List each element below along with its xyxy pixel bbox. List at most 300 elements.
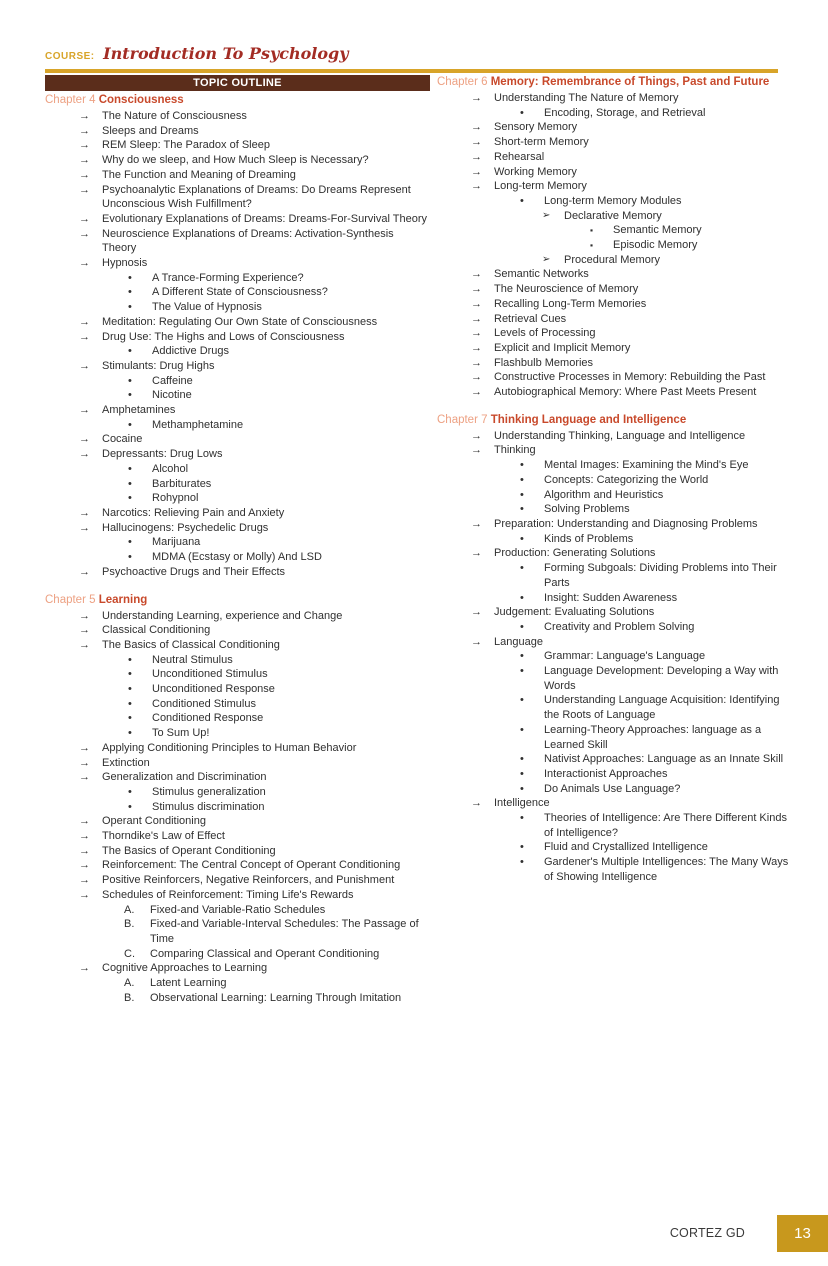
letter-label: B.: [124, 918, 135, 931]
outline-item-text: Why do we sleep, and How Much Sleep is Necessary?: [102, 154, 369, 167]
outline-item: [437, 620, 789, 635]
outline-item-text: Sensory Memory: [494, 121, 578, 134]
arrow-bullet-icon: →: [471, 606, 482, 619]
outline-item: [437, 179, 789, 194]
arrow-bullet-icon: →: [79, 506, 90, 519]
dot-bullet-icon: •: [520, 459, 524, 472]
outline-item: [45, 153, 430, 168]
outline-item: [45, 432, 430, 447]
outline-item-text: Caffeine: [152, 374, 193, 387]
arrow-bullet-icon: →: [79, 330, 90, 343]
outline-item-text: Generalization and Discrimination: [102, 771, 267, 784]
outline-item-text: Long-term Memory Modules: [544, 194, 682, 207]
chapter-heading: [45, 593, 430, 608]
outline-item: [45, 535, 430, 550]
arrow-bullet-icon: →: [471, 386, 482, 399]
outline-item: [45, 888, 430, 903]
square-bullet-icon: ▪: [590, 225, 594, 236]
outline-item-text: Gardener's Multiple Intelligences: The Many Ways of Showing Intelligence: [544, 856, 789, 883]
outline-item: [437, 664, 789, 693]
outline-item: [45, 682, 430, 697]
arrow-bullet-icon: →: [79, 154, 90, 167]
outline-item-text: Long-term Memory: [494, 180, 587, 193]
outline-item: [437, 443, 789, 458]
outline-item: [45, 388, 430, 403]
outline-item: [45, 403, 430, 418]
chapter-chapter-6: [437, 75, 789, 400]
dot-bullet-icon: •: [520, 782, 524, 795]
outline-item-text: A Different State of Consciousness?: [152, 286, 328, 299]
topic-outline-banner: [45, 75, 430, 91]
outline-item-text: Methamphetamine: [152, 418, 244, 431]
outline-item: [437, 752, 789, 767]
outline-item-text: Amphetamines: [102, 404, 176, 417]
arrow-bullet-icon: →: [79, 227, 90, 240]
outline-item: [437, 796, 789, 811]
outline-item-text: The Nature of Consciousness: [102, 110, 247, 122]
arrow-bullet-icon: →: [471, 327, 482, 340]
course-header: [45, 44, 778, 64]
outline-item: [437, 209, 789, 224]
outline-item-text: Creativity and Problem Solving: [544, 620, 695, 633]
arrow-bullet-icon: →: [79, 257, 90, 270]
outline-item-text: Cognitive Approaches to Learning: [102, 962, 268, 975]
arrow-bullet-icon: →: [79, 638, 90, 651]
outline-item-text: Positive Reinforcers, Negative Reinforcers, and Punishment: [102, 874, 395, 887]
arrow-bullet-icon: →: [471, 429, 482, 442]
dot-bullet-icon: •: [128, 800, 132, 813]
arrow-bullet-icon: →: [79, 859, 90, 872]
outline-item: [45, 550, 430, 565]
outline-item-text: Cocaine: [102, 433, 143, 446]
outline-item-text: Stimulants: Drug Highs: [102, 359, 215, 372]
outline-item-text: Retrieval Cues: [494, 312, 567, 325]
outline-item: [45, 756, 430, 771]
outline-item: [45, 697, 430, 712]
outline-item-text: Rohypnol: [152, 492, 199, 505]
chapter-heading: [437, 75, 789, 90]
chapter-chapter-4: [45, 93, 430, 580]
outline-item: [45, 976, 430, 991]
outline-item: [45, 227, 430, 256]
outline-item-text: Working Memory: [494, 165, 577, 178]
arrow-bullet-icon: →: [79, 110, 90, 122]
outline-item: [45, 374, 430, 389]
outline-item-text: Conditioned Response: [152, 712, 264, 725]
outline-item-text: Semantic Networks: [494, 268, 589, 281]
outline-item: [45, 829, 430, 844]
outline-item-text: Stimulus discrimination: [152, 800, 265, 813]
outline-item: [437, 106, 789, 121]
arrow-bullet-icon: →: [79, 741, 90, 754]
outline-item-text: Production: Generating Solutions: [494, 547, 656, 560]
dot-bullet-icon: •: [128, 668, 132, 681]
outline-item: [437, 591, 789, 606]
outline-item-text: Narcotics: Relieving Pain and Anxiety: [102, 506, 285, 519]
arrow-bullet-icon: →: [471, 165, 482, 178]
outline-item: [437, 341, 789, 356]
dot-bullet-icon: •: [128, 477, 132, 490]
arrow-bullet-icon: →: [471, 635, 482, 648]
outline-columns: [45, 75, 828, 1005]
outline-item: [45, 623, 430, 638]
outline-item-text: Conditioned Stimulus: [152, 697, 256, 710]
arrow-bullet-icon: →: [79, 433, 90, 446]
outline-item-text: Evolutionary Explanations of Dreams: Dreams-For-Survival Theory: [102, 212, 428, 225]
outline-item-text: Understanding Thinking, Language and Intelligence: [494, 429, 746, 442]
outline-item-text: The Basics of Operant Conditioning: [102, 844, 276, 857]
outline-item-text: Mental Images: Examining the Mind's Eye: [544, 459, 749, 472]
arrow-bullet-icon: →: [471, 268, 482, 281]
outline-item: [437, 238, 789, 253]
outline-item: [437, 194, 789, 209]
outline-item-text: Stimulus generalization: [152, 785, 266, 798]
dot-bullet-icon: •: [128, 551, 132, 564]
outline-item: [437, 385, 789, 400]
dot-bullet-icon: •: [520, 106, 524, 119]
dot-bullet-icon: •: [520, 650, 524, 663]
outline-item-text: A Trance-Forming Experience?: [152, 271, 304, 284]
arrow-bullet-icon: →: [79, 771, 90, 784]
outline-item: [437, 605, 789, 620]
outline-item-text: Flashbulb Memories: [494, 356, 594, 369]
outline-item: [45, 138, 430, 153]
dot-bullet-icon: •: [128, 462, 132, 475]
outline-item-text: Episodic Memory: [613, 239, 698, 252]
outline-item: [45, 491, 430, 506]
dot-bullet-icon: •: [128, 712, 132, 725]
arrow-bullet-icon: →: [79, 212, 90, 225]
dot-bullet-icon: •: [128, 389, 132, 402]
outline-item-text: Thinking: [494, 444, 536, 457]
gold-divider: [45, 69, 778, 73]
dot-bullet-icon: •: [128, 727, 132, 740]
outline-item-text: Theories of Intelligence: Are There Different Kinds of Intelligence?: [544, 812, 787, 839]
outline-item: [45, 256, 430, 271]
outline-item: [437, 649, 789, 664]
outline-item-text: Thorndike's Law of Effect: [102, 830, 225, 843]
dot-bullet-icon: •: [128, 418, 132, 431]
chapter-number: Chapter 4: [45, 94, 99, 106]
outline-item-text: Hallucinogens: Psychedelic Drugs: [102, 521, 269, 534]
outline-item: [45, 858, 430, 873]
dot-bullet-icon: •: [128, 345, 132, 358]
outline-item: [45, 447, 430, 462]
outline-item-text: Encoding, Storage, and Retrieval: [544, 106, 706, 119]
outline-item: [437, 840, 789, 855]
outline-item: [437, 253, 789, 268]
outline-item-text: Language: [494, 635, 543, 648]
outline-item: [437, 135, 789, 150]
outline-item: [437, 473, 789, 488]
chapter-title: Consciousness: [98, 94, 184, 106]
outline-item: [45, 168, 430, 183]
arrow-bullet-icon: →: [79, 404, 90, 417]
outline-item: [45, 109, 430, 124]
arrow-bullet-icon: →: [471, 150, 482, 163]
outline-item-text: Intelligence: [494, 797, 550, 810]
outline-item-text: Forming Subgoals: Dividing Problems into Their Parts: [544, 562, 777, 589]
outline-item: [437, 326, 789, 341]
outline-item: [437, 458, 789, 473]
dot-bullet-icon: •: [128, 785, 132, 798]
dot-bullet-icon: •: [520, 841, 524, 854]
outline-item-text: Observational Learning: Learning Through Imitation: [150, 991, 402, 1004]
outline-item: [45, 991, 430, 1006]
outline-item: [45, 344, 430, 359]
chapter-chapter-5: [45, 593, 430, 1006]
outline-item: [45, 814, 430, 829]
outline-item: [437, 267, 789, 282]
dot-bullet-icon: •: [128, 301, 132, 314]
arrow-bullet-icon: →: [79, 609, 90, 622]
outline-item: [45, 741, 430, 756]
course-title: Introduction To Psychology: [103, 44, 349, 63]
outline-item-text: Semantic Memory: [613, 224, 702, 237]
outline-item-text: Preparation: Understanding and Diagnosing Problems: [494, 517, 758, 530]
outline-item: [437, 312, 789, 327]
chapter-heading: [45, 93, 430, 108]
dot-bullet-icon: •: [520, 665, 524, 678]
dot-bullet-icon: •: [128, 286, 132, 299]
outline-item: [45, 212, 430, 227]
arrow-bullet-icon: →: [471, 444, 482, 457]
arrow-bullet-icon: →: [79, 815, 90, 828]
outline-item: [437, 165, 789, 180]
dot-bullet-icon: •: [520, 503, 524, 516]
outline-item: [437, 370, 789, 385]
outline-item-text: Fixed-and Variable-Interval Schedules: The Passage of Time: [150, 918, 419, 945]
outline-item-text: Procedural Memory: [564, 253, 660, 266]
arrow-bullet-icon: →: [79, 139, 90, 152]
dot-bullet-icon: •: [128, 271, 132, 284]
outline-item-text: Unconditioned Stimulus: [152, 668, 268, 681]
arrow-bullet-icon: →: [471, 517, 482, 530]
arrow-bullet-icon: →: [79, 448, 90, 461]
outline-item-text: Neuroscience Explanations of Dreams: Activation-Synthesis Theory: [102, 227, 394, 255]
outline-item-text: Comparing Classical and Operant Conditioning: [150, 947, 380, 960]
outline-item-text: Insight: Sudden Awareness: [544, 591, 678, 604]
outline-item: [437, 517, 789, 532]
outline-item-text: MDMA (Ecstasy or Molly) And LSD: [152, 551, 322, 564]
outline-item-text: REM Sleep: The Paradox of Sleep: [102, 139, 270, 152]
outline-item-text: Levels of Processing: [494, 327, 596, 340]
arrow-bullet-icon: →: [471, 297, 482, 310]
arrow-bullet-icon: →: [471, 371, 482, 384]
outline-item: [45, 770, 430, 785]
outline-item: [45, 521, 430, 536]
outline-item-text: Applying Conditioning Principles to Human Behavior: [102, 741, 357, 754]
dot-bullet-icon: •: [520, 723, 524, 736]
outline-item-text: Drug Use: The Highs and Lows of Consciousness: [102, 330, 345, 343]
dot-bullet-icon: •: [128, 697, 132, 710]
outline-item: [45, 873, 430, 888]
arrow-bullet-icon: →: [79, 124, 90, 137]
chapter-title: Memory: Remembrance of Things, Past and Future: [490, 76, 770, 88]
outline-item-text: Depressants: Drug Lows: [102, 448, 223, 461]
outline-item: [45, 711, 430, 726]
outline-item-text: Fluid and Crystallized Intelligence: [544, 841, 708, 854]
outline-item-text: Fixed-and Variable-Ratio Schedules: [150, 903, 326, 916]
arrow-bullet-icon: →: [79, 888, 90, 901]
dot-bullet-icon: •: [128, 536, 132, 549]
arrow-bullet-icon: →: [471, 356, 482, 369]
arrow-bullet-icon: →: [79, 756, 90, 769]
dot-bullet-icon: •: [128, 492, 132, 505]
arrow-bullet-icon: →: [79, 359, 90, 372]
arrow-bullet-icon: →: [471, 312, 482, 325]
arrow-bullet-icon: →: [471, 121, 482, 134]
outline-item: [437, 502, 789, 517]
outline-item: [45, 183, 430, 212]
outline-item: [437, 723, 789, 752]
outline-item: [45, 961, 430, 976]
column-left: [45, 75, 430, 1005]
dot-bullet-icon: •: [520, 591, 524, 604]
outline-item: [45, 565, 430, 580]
arrow-bullet-icon: →: [79, 521, 90, 534]
outline-item: [45, 477, 430, 492]
arrow-bullet-icon: →: [79, 624, 90, 637]
outline-item: [437, 91, 789, 106]
outline-item-text: Operant Conditioning: [102, 815, 206, 828]
chapter-title: Thinking Language and Intelligence: [490, 413, 687, 426]
outline-item: [437, 532, 789, 547]
chapter-number: Chapter 7: [437, 413, 491, 426]
outline-item-text: Nativist Approaches: Language as an Innate Skill: [544, 753, 784, 766]
outline-item: [437, 488, 789, 503]
outline-item-text: The Function and Meaning of Dreaming: [102, 168, 296, 181]
outline-item-text: Do Animals Use Language?: [544, 782, 681, 795]
outline-item-text: Alcohol: [152, 462, 189, 475]
outline-item: [45, 917, 430, 946]
arrow-bullet-icon: →: [79, 168, 90, 181]
dot-bullet-icon: •: [520, 562, 524, 575]
page-number: 13: [794, 1225, 811, 1242]
outline-item: [45, 903, 430, 918]
dot-bullet-icon: •: [520, 856, 524, 869]
outline-item-text: Sleeps and Dreams: [102, 124, 199, 137]
arrow-bullet-icon: →: [471, 136, 482, 149]
chapter-number: Chapter 5: [45, 593, 99, 606]
outline-item-text: Understanding Learning, experience and Change: [102, 609, 343, 622]
outline-item-text: Kinds of Problems: [544, 532, 634, 545]
outline-item: [45, 315, 430, 330]
dot-bullet-icon: •: [520, 620, 524, 633]
outline-item: [45, 785, 430, 800]
outline-item-text: Explicit and Implicit Memory: [494, 341, 631, 354]
dot-bullet-icon: •: [520, 488, 524, 501]
outline-item-text: Language Development: Developing a Way with Words: [544, 665, 779, 692]
dot-bullet-icon: •: [520, 532, 524, 545]
arrow-bullet-icon: →: [79, 830, 90, 843]
outline-item: [45, 271, 430, 286]
outline-item-text: Solving Problems: [544, 503, 630, 516]
arrow-bullet-icon: →: [471, 341, 482, 354]
outline-item: [437, 429, 789, 444]
outline-item-text: Psychoactive Drugs and Their Effects: [102, 565, 286, 578]
square-bullet-icon: ▪: [590, 240, 594, 251]
arrow-bullet-icon: →: [79, 315, 90, 328]
outline-item-text: Constructive Processes in Memory: Rebuilding the Past: [494, 371, 766, 384]
footer-author: CORTEZ GD: [669, 1226, 745, 1240]
outline-item: [437, 356, 789, 371]
outline-item-text: Algorithm and Heuristics: [544, 488, 664, 501]
outline-item: [437, 223, 789, 238]
outline-item: [45, 800, 430, 815]
dot-bullet-icon: •: [128, 683, 132, 696]
outline-item-text: Understanding Language Acquisition: Identifying the Roots of Language: [544, 694, 780, 722]
outline-item-text: Schedules of Reinforcement: Timing Life's Rewards: [102, 888, 354, 901]
outline-item: [45, 726, 430, 741]
outline-item-text: Extinction: [102, 756, 150, 769]
arrow-bullet-icon: →: [79, 565, 90, 578]
outline-item-text: Latent Learning: [150, 977, 227, 990]
arrow-bullet-icon: →: [471, 547, 482, 560]
outline-item: [437, 282, 789, 297]
outline-item: [437, 561, 789, 590]
outline-item: [45, 667, 430, 682]
dot-bullet-icon: •: [520, 767, 524, 780]
arrow-bullet-icon: →: [79, 962, 90, 975]
letter-label: B.: [124, 991, 135, 1004]
arrow-bullet-icon: →: [79, 874, 90, 887]
letter-label: A.: [124, 977, 135, 990]
outline-item: [437, 855, 789, 884]
arrow-bullet-icon: →: [471, 180, 482, 193]
chapter-title: Learning: [98, 593, 148, 606]
course-label: COURSE:: [45, 51, 95, 62]
dot-bullet-icon: •: [128, 653, 132, 666]
arrow-bullet-icon: →: [79, 183, 90, 196]
dot-bullet-icon: •: [128, 374, 132, 387]
outline-item-text: Classical Conditioning: [102, 624, 211, 637]
outline-item: [45, 359, 430, 374]
outline-item: [45, 124, 430, 139]
outline-item: [437, 546, 789, 561]
outline-item-text: Understanding The Nature of Memory: [494, 92, 679, 104]
outline-item-text: Interactionist Approaches: [544, 767, 668, 780]
topic-outline-banner-label: TOPIC OUTLINE: [193, 77, 282, 89]
outline-item-text: Short-term Memory: [494, 136, 589, 149]
chevron-bullet-icon: ➢: [542, 209, 551, 221]
outline-item-text: Neutral Stimulus: [152, 653, 233, 666]
outline-item: [45, 844, 430, 859]
arrow-bullet-icon: →: [471, 283, 482, 296]
outline-item: [45, 506, 430, 521]
outline-item: [437, 297, 789, 312]
outline-item: [437, 120, 789, 135]
outline-item-text: Concepts: Categorizing the World: [544, 473, 709, 486]
outline-item-text: Reinforcement: The Central Concept of Operant Conditioning: [102, 859, 401, 872]
dot-bullet-icon: •: [520, 753, 524, 766]
outline-item-text: Learning-Theory Approaches: language as a Learned Skill: [544, 723, 762, 751]
outline-item: [45, 653, 430, 668]
outline-item-text: Autobiographical Memory: Where Past Meets Present: [494, 386, 757, 399]
page-number-badge: [777, 1215, 828, 1252]
outline-item-text: Barbiturates: [152, 477, 212, 490]
dot-bullet-icon: •: [520, 194, 524, 207]
outline-item: [45, 330, 430, 345]
dot-bullet-icon: •: [520, 812, 524, 825]
letter-label: C.: [124, 947, 135, 960]
dot-bullet-icon: •: [520, 694, 524, 707]
outline-item: [45, 638, 430, 653]
outline-item: [437, 635, 789, 650]
outline-item: [45, 947, 430, 962]
outline-item: [45, 418, 430, 433]
column-right: [437, 75, 789, 1005]
